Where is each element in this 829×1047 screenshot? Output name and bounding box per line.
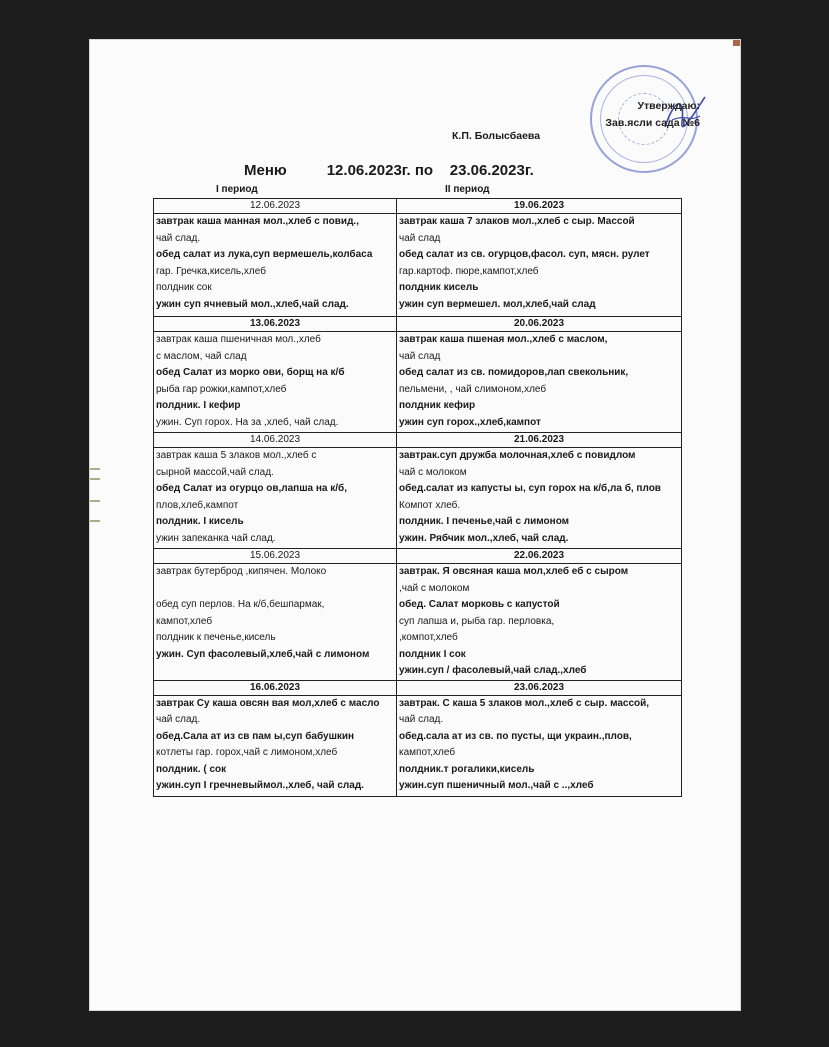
menu-line: ,чай с молоком — [399, 582, 470, 594]
menu-line: завтрак.суп дружба молочная,хлеб с повидлом — [399, 450, 636, 461]
menu-line: обед.салат из капусты ы, суп горох на к/б,ла б, плов — [399, 483, 661, 494]
menu-line: чай с молоком — [399, 466, 467, 478]
menu-line: полдник. ( сок — [156, 763, 227, 775]
period-1-label: I период — [216, 184, 258, 195]
menu-line: обед.сала ат из св. по пусты, щи украин.,плов, — [399, 730, 632, 742]
menu-line: ужин суп ячневый мол.,хлеб,чай слад. — [156, 298, 349, 310]
menu-line: полдник I сок — [399, 648, 466, 660]
menu-line: полдник сок — [156, 282, 212, 293]
menu-line: кампот,хлеб — [399, 747, 456, 758]
menu-line: полдник кефир — [399, 400, 476, 411]
date-row — [154, 433, 682, 448]
menu-line: завтрак каша 5 злаков мол.,хлеб с — [156, 450, 317, 461]
menu-line: обед салат из лука,суп вермешель,колбаса — [156, 249, 373, 260]
menu-line: ужин. Рябчик мол.,хлеб, чай слад. — [399, 532, 569, 544]
day-date: 16.06.2023 — [154, 680, 397, 695]
menu-line: сырной массой,чай слад. — [156, 466, 274, 478]
approve-position: Зав.ясли сада №6 — [605, 117, 700, 129]
day-date: 23.06.2023 — [397, 680, 682, 695]
day-menu-cell — [154, 332, 397, 433]
day-date: 14.06.2023 — [154, 433, 397, 448]
menu-line: полдник. I печенье,чай с лимоном — [399, 516, 570, 527]
menu-line: ужин суп вермешел. мол,хлеб,чай слад — [399, 298, 596, 310]
menu-line: чай слад — [399, 232, 441, 244]
date-row — [154, 549, 682, 564]
menu-line: завтрак Су каша овсян вая мол,хлеб с масло — [156, 697, 380, 709]
approval-block — [560, 98, 700, 132]
menu-table — [153, 198, 682, 797]
day-date: 12.06.2023 — [154, 199, 397, 214]
menu-line: обед Салат из огурцо ов,лапша на к/б, — [156, 483, 347, 494]
day-menu-cell — [397, 695, 682, 796]
approver-name: К.П. Болысбаева — [452, 130, 541, 142]
menu-line: Компот хлеб. — [399, 499, 461, 511]
menu-line: ужин.суп пшеничный мол.,чай с ..,хлеб — [399, 780, 594, 791]
page-title: Меню — [244, 162, 287, 179]
day-menu-cell — [154, 448, 397, 549]
approve-label: Утверждаю: — [637, 100, 700, 112]
menu-line: завтрак каша манная мол.,хлеб с повид., — [156, 216, 359, 227]
menu-line: рыба гар рожки,кампот,хлеб — [156, 383, 287, 395]
menu-line: чай слад. — [156, 714, 201, 725]
day-menu-cell — [397, 214, 682, 317]
menu-line: завтрак бутерброд ,кипячен. Молоко — [156, 566, 327, 577]
day-date: 19.06.2023 — [397, 199, 682, 214]
menu-line: с маслом, чай слад — [156, 350, 247, 362]
day-menu-cell — [154, 214, 397, 317]
menu-line: ужин.суп I гречневыймол.,хлеб, чай слад. — [156, 780, 364, 791]
menu-line: котлеты гар. горох,чай с лимоном,хлеб — [156, 747, 338, 758]
menu-title-row — [244, 162, 534, 179]
menu-line: завтрак каша 7 злаков мол.,хлеб с сыр. Массой — [399, 216, 635, 227]
day-menu-cell — [154, 564, 397, 681]
menu-line — [156, 581, 394, 598]
menu-line: полдник к печенье,кисель — [156, 632, 276, 643]
day-date: 13.06.2023 — [154, 317, 397, 332]
period-2-label: II период — [445, 184, 490, 195]
menu-line: гар.картоф. пюре,кампот,хлеб — [399, 265, 539, 277]
menu-line: полдник кисель — [399, 282, 479, 293]
menu-line: ,компот,хлеб — [399, 632, 458, 643]
day-menu-cell — [397, 564, 682, 681]
menu-row — [154, 695, 682, 796]
menu-line: полдник.т рогалики,кисель — [399, 763, 535, 775]
date-row — [154, 317, 682, 332]
menu-line: обед салат из св. помидоров,лап свекольник, — [399, 367, 629, 378]
menu-line: завтрак каша пшеная мол.,хлеб с маслом, — [399, 334, 608, 345]
menu-line: ужин суп горох.,хлеб,кампот — [399, 416, 541, 428]
menu-line: завтрак. Я овсяная каша мол,хлеб еб с сыром — [399, 566, 629, 577]
menu-line: суп лапша и, рыба гар. перловка, — [399, 615, 555, 627]
menu-line: обед Салат из морко ови, борщ на к/б — [156, 367, 345, 378]
menu-line: завтрак. С каша 5 злаков мол.,хлеб с сыр. массой, — [399, 697, 650, 709]
page-edge-mark — [733, 40, 740, 46]
date-row — [154, 199, 682, 214]
scan-speck — [90, 478, 100, 480]
menu-line: завтрак каша пшеничная мол.,хлеб — [156, 334, 321, 345]
menu-line: обед.Сала ат из св пам ы,суп бабушкин — [156, 730, 355, 742]
menu-line: обед. Салат морковь с капустой — [399, 599, 560, 610]
menu-row — [154, 214, 682, 317]
menu-line: обед суп перлов. На к/б,бешпармак, — [156, 599, 325, 610]
menu-line: чай слад. — [399, 714, 444, 725]
day-menu-cell — [397, 332, 682, 433]
scan-speck — [90, 520, 100, 522]
menu-row — [154, 332, 682, 433]
menu-line: ужин. Суп горох. На за ,хлеб, чай слад. — [156, 416, 339, 428]
scan-speck — [90, 500, 100, 502]
menu-line: кампот,хлеб — [156, 615, 213, 627]
menu-line: плов,хлеб,кампот — [156, 499, 239, 511]
menu-line: полдник. I кисель — [156, 516, 244, 527]
menu-line: полдник. I кефир — [156, 400, 241, 411]
menu-row — [154, 448, 682, 549]
date-row — [154, 680, 682, 695]
scan-speck — [90, 468, 100, 470]
menu-line: чай слад. — [156, 232, 201, 244]
menu-row — [154, 564, 682, 681]
menu-line: ужин запеканка чай слад. — [156, 532, 276, 544]
day-date: 22.06.2023 — [397, 549, 682, 564]
menu-line: пельмени, , чай слимоном,хлеб — [399, 383, 547, 395]
menu-line: обед салат из св. огурцов,фасол. суп, мясн. рулет — [399, 249, 650, 260]
menu-line: гар. Гречка,кисель,хлеб — [156, 265, 266, 277]
day-menu-cell — [154, 695, 397, 796]
menu-line: ужин.суп / фасолевый,чай слад.,хлеб — [399, 665, 587, 676]
day-date: 15.06.2023 — [154, 549, 397, 564]
day-menu-cell — [397, 448, 682, 549]
day-date: 20.06.2023 — [397, 317, 682, 332]
menu-line: чай слад — [399, 350, 441, 362]
date-range: 12.06.2023г. по 23.06.2023г. — [326, 162, 534, 179]
menu-line: ужин. Суп фасолевый,хлеб,чай с лимоном — [156, 648, 370, 660]
day-date: 21.06.2023 — [397, 433, 682, 448]
